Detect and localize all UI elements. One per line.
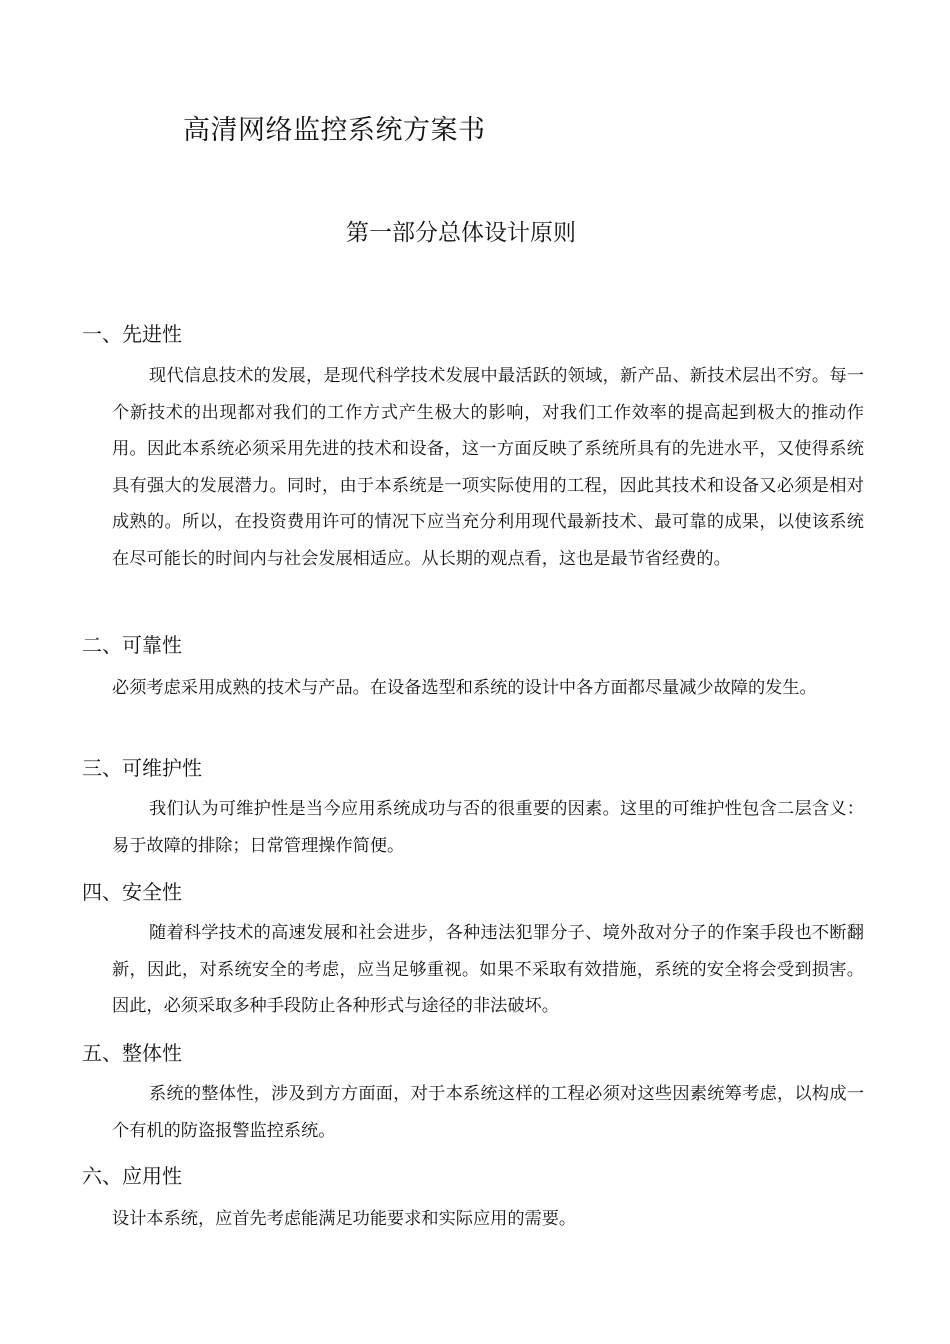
section-heading: 一、先进性 bbox=[82, 322, 182, 346]
section-paragraph: 随着科学技术的高速发展和社会进步，各种违法犯罪分子、境外敌对分子的作案手段也不断翻新，因此，对系统安全的考虑，应当足够重视。如果不采取有效措施，系统的安全将会受到损害。因此，必须采取多种手段防止各种形式与途径的非法破坏。 bbox=[112, 923, 864, 1016]
section-heading: 六、应用性 bbox=[82, 1164, 182, 1188]
section-paragraph: 必须考虑采用成熟的技术与产品。在设备选型和系统的设计中各方面都尽量减少故障的发生。 bbox=[112, 678, 817, 698]
section-paragraph: 设计本系统，应首先考虑能满足功能要求和实际应用的需要。 bbox=[112, 1209, 577, 1229]
section-heading: 五、整体性 bbox=[82, 1041, 182, 1065]
section-paragraph: 我们认为可维护性是当今应用系统成功与否的很重要的因素。这里的可维护性包含二层含义：易于故障的排除；日常管理操作简便。 bbox=[112, 799, 864, 856]
document-title: 高清网络监控系统方案书 bbox=[183, 115, 486, 146]
part-title: 第一部分总体设计原则 bbox=[346, 220, 576, 246]
section-heading: 二、可靠性 bbox=[82, 633, 182, 657]
section-heading: 三、可维护性 bbox=[82, 756, 202, 780]
section-paragraph: 系统的整体性，涉及到方方面面，对于本系统这样的工程必须对这些因素统筹考虑，以构成一个有机的防盗报警监控系统。 bbox=[112, 1084, 864, 1141]
section-paragraph: 现代信息技术的发展，是现代科学技术发展中最活跃的领域，新产品、新技术层出不穷。每一个新技术的出现都对我们的工作方式产生极大的影响，对我们工作效率的提高起到极大的推动作用。因此本系统必须采用先进的技术和设备，这一方面反映了系统所具有的先进水平，又使得系统具有强大的发展潜力。同时，由于本系统是一项实际使用的工程，因此其技术和设备又必须是相对成熟的。所以，在投资费用许可的情况下应当充分利用现代最新技术、最可靠的成果，以使该系统在尽可能长的时间内与社会发展相适应。从长期的观点看，这也是最节省经费的。 bbox=[112, 366, 864, 569]
section-heading: 四、安全性 bbox=[82, 880, 182, 904]
